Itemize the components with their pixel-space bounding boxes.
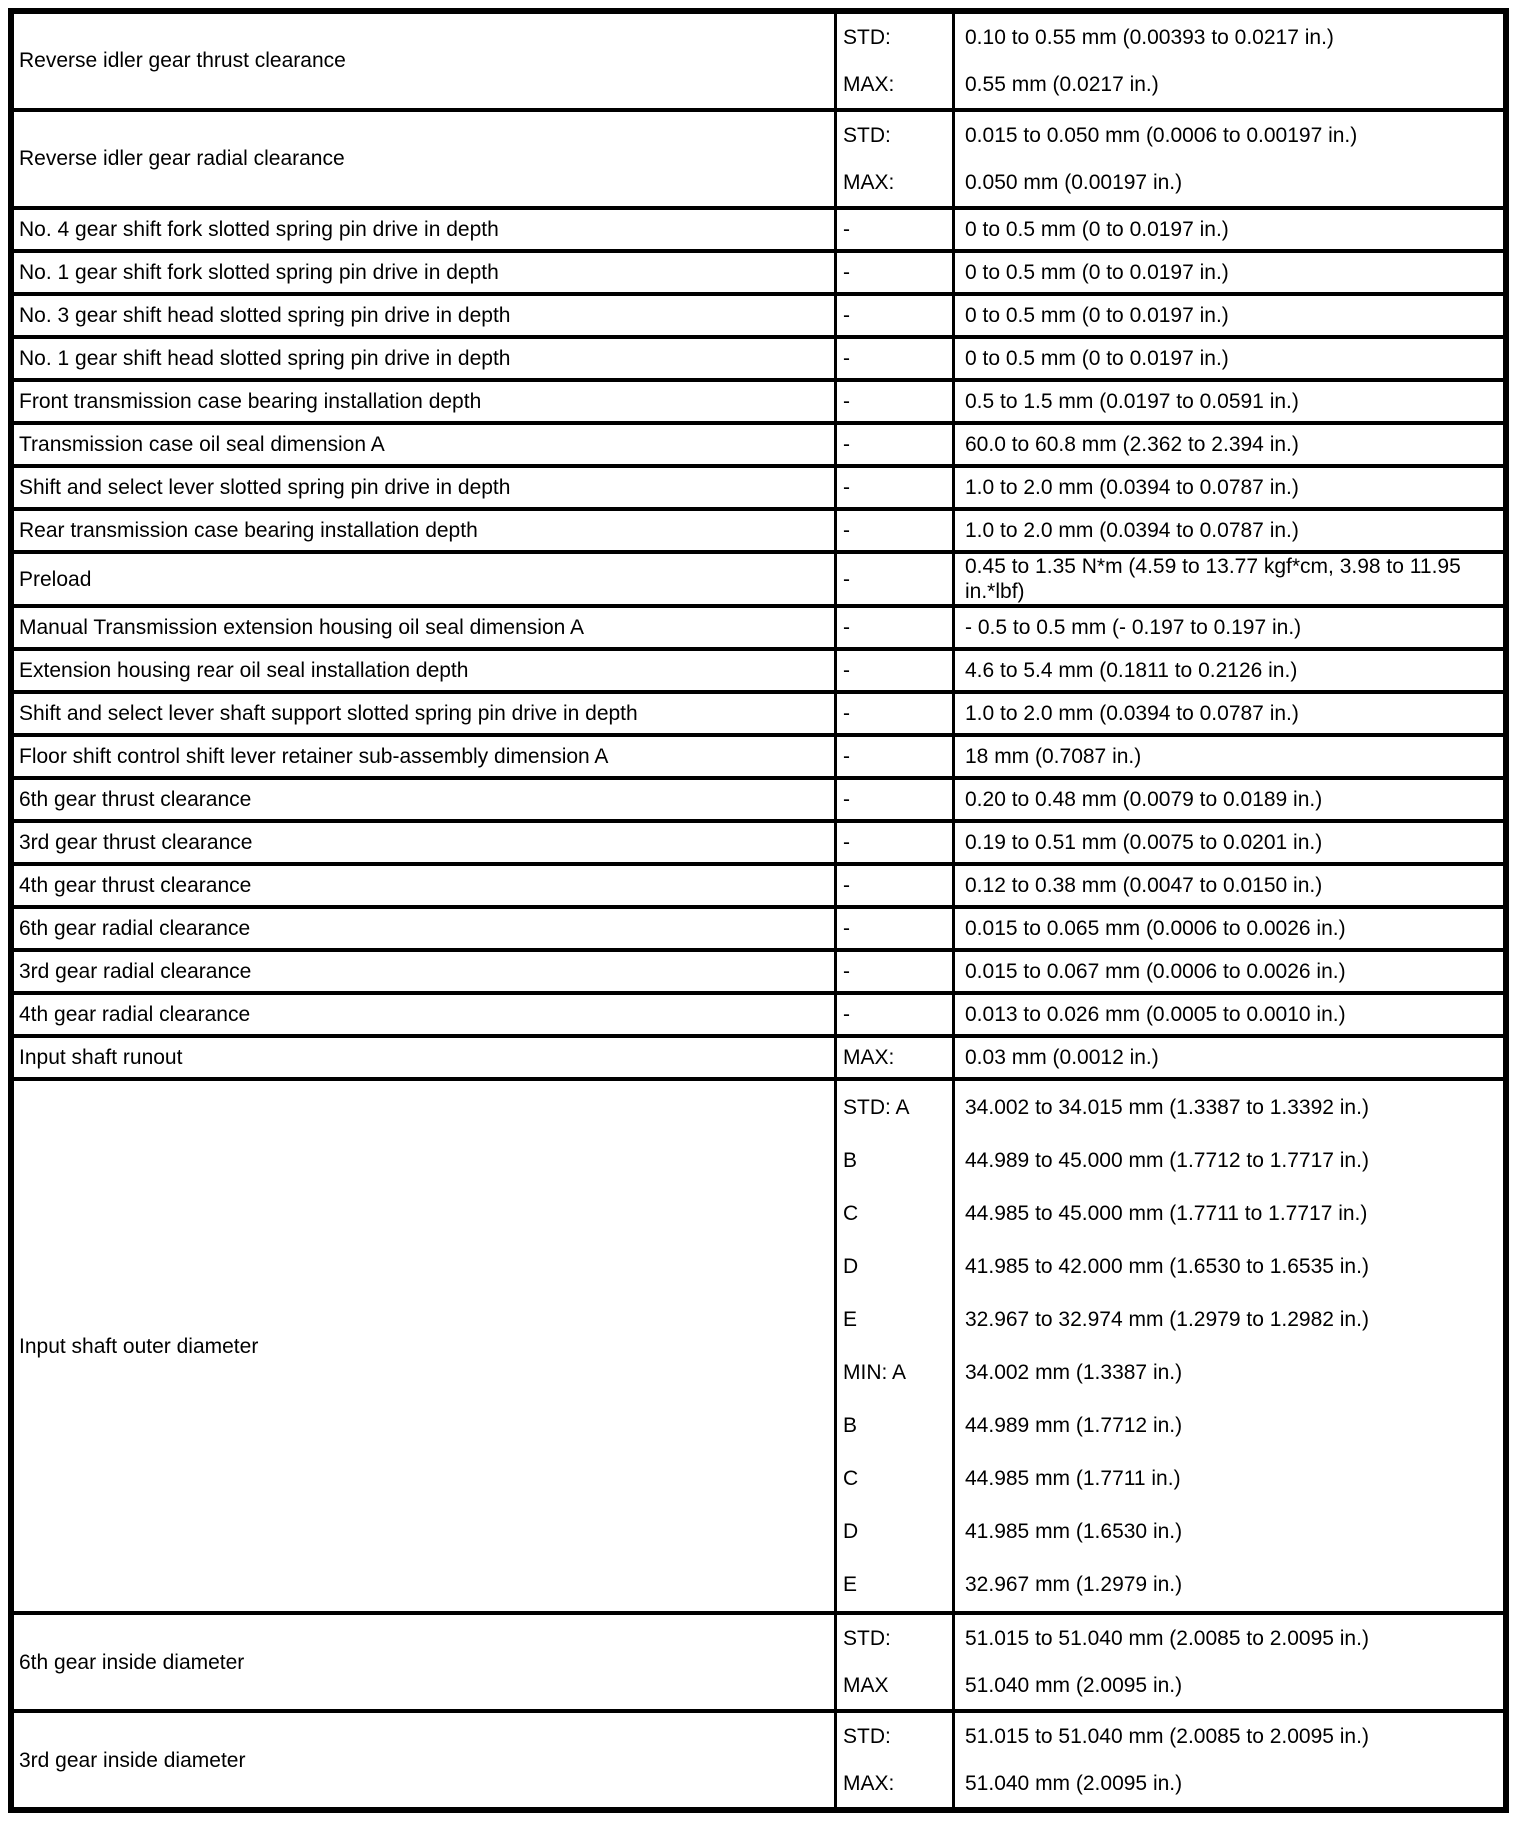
table-row bbox=[14, 335, 1503, 378]
spec-value-cell bbox=[952, 339, 1503, 378]
specifications-table bbox=[8, 8, 1509, 1813]
spec-condition-cell bbox=[834, 866, 952, 905]
spec-condition-label: - bbox=[843, 389, 850, 413]
spec-value-cell bbox=[952, 296, 1503, 335]
spec-value-text: 0 to 0.5 mm (0 to 0.0197 in.) bbox=[965, 260, 1229, 284]
table-row bbox=[14, 690, 1503, 733]
spec-value-cell bbox=[952, 608, 1503, 647]
spec-name-cell bbox=[14, 823, 834, 862]
spec-condition-label: D bbox=[843, 1520, 859, 1544]
spec-condition-label: - bbox=[843, 475, 850, 499]
spec-value-text: 0 to 0.5 mm (0 to 0.0197 in.) bbox=[965, 346, 1229, 370]
spec-name-cell bbox=[14, 737, 834, 776]
spec-condition-cell bbox=[834, 780, 952, 819]
spec-name-label: No. 1 gear shift head slotted spring pin drive in depth bbox=[19, 346, 511, 370]
spec-condition-label: - bbox=[843, 217, 850, 241]
spec-name-label: Front transmission case bearing installation depth bbox=[19, 389, 482, 413]
spec-name-label: Reverse idler gear radial clearance bbox=[19, 147, 345, 171]
spec-name-label: 3rd gear thrust clearance bbox=[19, 831, 253, 855]
spec-name-label: Manual Transmission extension housing oil seal dimension A bbox=[19, 616, 584, 640]
table-row bbox=[14, 249, 1503, 292]
spec-condition-label: - bbox=[843, 960, 850, 984]
spec-name-label: 4th gear radial clearance bbox=[19, 1003, 251, 1027]
spec-value-cell bbox=[952, 866, 1503, 905]
spec-value-cell bbox=[952, 995, 1503, 1034]
table-row bbox=[14, 733, 1503, 776]
spec-condition-label: STD: bbox=[843, 1627, 891, 1651]
spec-condition-label: MIN: A bbox=[843, 1361, 907, 1385]
spec-name-cell bbox=[14, 1038, 834, 1077]
spec-condition-label: - bbox=[843, 831, 850, 855]
spec-value-text: 0.55 mm (0.0217 in.) bbox=[965, 72, 1159, 96]
spec-condition-label: C bbox=[843, 1202, 859, 1226]
spec-condition-label: STD: bbox=[843, 25, 891, 49]
spec-value-text: 0.03 mm (0.0012 in.) bbox=[965, 1046, 1159, 1070]
spec-condition-label: STD: A bbox=[843, 1096, 910, 1120]
spec-condition-label: - bbox=[843, 917, 850, 941]
spec-value-text: 18 mm (0.7087 in.) bbox=[965, 745, 1142, 769]
spec-condition-label: STD: bbox=[843, 123, 891, 147]
table-row bbox=[14, 14, 1503, 108]
spec-condition-cell bbox=[834, 737, 952, 776]
spec-value-cell bbox=[952, 737, 1503, 776]
spec-value-text: 1.0 to 2.0 mm (0.0394 to 0.0787 in.) bbox=[965, 702, 1299, 726]
spec-name-label: 6th gear thrust clearance bbox=[19, 788, 252, 812]
spec-condition-label: - bbox=[843, 659, 850, 683]
spec-condition-cell bbox=[834, 995, 952, 1034]
spec-value-cell bbox=[952, 694, 1503, 733]
spec-condition-cell bbox=[834, 554, 952, 604]
spec-condition-label: E bbox=[843, 1308, 858, 1332]
spec-value-text: 0 to 0.5 mm (0 to 0.0197 in.) bbox=[965, 217, 1229, 241]
table-row bbox=[14, 647, 1503, 690]
spec-value-text: 41.985 to 42.000 mm (1.6530 to 1.6535 in.) bbox=[965, 1255, 1369, 1279]
spec-name-label: Input shaft outer diameter bbox=[19, 1334, 259, 1358]
spec-value-text: 4.6 to 5.4 mm (0.1811 to 0.2126 in.) bbox=[965, 659, 1298, 683]
spec-name-cell bbox=[14, 651, 834, 690]
spec-value-cell bbox=[952, 1081, 1503, 1611]
spec-value-text: 34.002 to 34.015 mm (1.3387 to 1.3392 in.) bbox=[965, 1096, 1369, 1120]
spec-value-text: 32.967 to 32.974 mm (1.2979 to 1.2982 in.) bbox=[965, 1308, 1369, 1332]
table-row bbox=[14, 108, 1503, 206]
spec-value-text: 32.967 mm (1.2979 in.) bbox=[965, 1573, 1183, 1597]
spec-condition-label: C bbox=[843, 1467, 859, 1491]
spec-value-cell bbox=[952, 112, 1503, 206]
spec-value-cell bbox=[952, 823, 1503, 862]
spec-name-cell bbox=[14, 909, 834, 948]
spec-condition-label: MAX bbox=[843, 1674, 889, 1698]
spec-condition-label: - bbox=[843, 567, 850, 591]
spec-value-text: 0.19 to 0.51 mm (0.0075 to 0.0201 in.) bbox=[965, 831, 1323, 855]
spec-value-cell bbox=[952, 1615, 1503, 1709]
spec-condition-label: B bbox=[843, 1414, 858, 1438]
spec-condition-label: - bbox=[843, 432, 850, 456]
spec-name-label: Shift and select lever shaft support slotted spring pin drive in depth bbox=[19, 702, 638, 726]
spec-name-cell bbox=[14, 608, 834, 647]
spec-value-cell bbox=[952, 14, 1503, 108]
spec-value-text: 1.0 to 2.0 mm (0.0394 to 0.0787 in.) bbox=[965, 518, 1299, 542]
spec-condition-label: - bbox=[843, 745, 850, 769]
spec-condition-label: MAX: bbox=[843, 170, 895, 194]
spec-value-cell bbox=[952, 425, 1503, 464]
spec-value-text: 44.985 mm (1.7711 in.) bbox=[965, 1467, 1181, 1491]
spec-name-label: Shift and select lever slotted spring pin drive in depth bbox=[19, 475, 511, 499]
table-row bbox=[14, 604, 1503, 647]
spec-name-label: 3rd gear radial clearance bbox=[19, 960, 252, 984]
table-row bbox=[14, 1077, 1503, 1611]
table-row bbox=[14, 507, 1503, 550]
spec-value-text: 0.013 to 0.026 mm (0.0005 to 0.0010 in.) bbox=[965, 1003, 1346, 1027]
spec-value-cell bbox=[952, 1038, 1503, 1077]
spec-value-text: 0.015 to 0.067 mm (0.0006 to 0.0026 in.) bbox=[965, 960, 1346, 984]
table-row bbox=[14, 905, 1503, 948]
spec-value-text: 44.985 to 45.000 mm (1.7711 to 1.7717 in.) bbox=[965, 1202, 1368, 1226]
spec-condition-cell bbox=[834, 112, 952, 206]
spec-name-label: Reverse idler gear thrust clearance bbox=[19, 49, 346, 73]
spec-name-label: Preload bbox=[19, 567, 92, 591]
spec-name-cell bbox=[14, 554, 834, 604]
table-row bbox=[14, 1034, 1503, 1077]
spec-condition-label: MAX: bbox=[843, 1772, 895, 1796]
spec-value-text: 44.989 to 45.000 mm (1.7712 to 1.7717 in.) bbox=[965, 1149, 1369, 1173]
spec-name-cell bbox=[14, 112, 834, 206]
table-row bbox=[14, 550, 1503, 604]
spec-value-text: 51.015 to 51.040 mm (2.0085 to 2.0095 in.) bbox=[965, 1725, 1369, 1749]
spec-value-cell bbox=[952, 554, 1503, 604]
spec-condition-cell bbox=[834, 1713, 952, 1807]
table-row bbox=[14, 206, 1503, 249]
spec-name-label: Input shaft runout bbox=[19, 1046, 183, 1070]
spec-condition-label: - bbox=[843, 702, 850, 726]
spec-name-label: 6th gear inside diameter bbox=[19, 1650, 245, 1674]
table-row bbox=[14, 776, 1503, 819]
spec-value-text: 44.989 mm (1.7712 in.) bbox=[965, 1414, 1183, 1438]
spec-value-text: 60.0 to 60.8 mm (2.362 to 2.394 in.) bbox=[965, 432, 1299, 456]
spec-name-label: Extension housing rear oil seal installation depth bbox=[19, 659, 469, 683]
spec-value-cell bbox=[952, 468, 1503, 507]
spec-condition-label: E bbox=[843, 1573, 858, 1597]
table-row bbox=[14, 1611, 1503, 1709]
spec-name-cell bbox=[14, 468, 834, 507]
spec-condition-label: - bbox=[843, 518, 850, 542]
table-row bbox=[14, 948, 1503, 991]
spec-name-label: No. 4 gear shift fork slotted spring pin drive in depth bbox=[19, 217, 499, 241]
spec-value-cell bbox=[952, 651, 1503, 690]
spec-condition-label: - bbox=[843, 616, 850, 640]
spec-condition-label: STD: bbox=[843, 1725, 891, 1749]
spec-condition-cell bbox=[834, 468, 952, 507]
table-row bbox=[14, 292, 1503, 335]
spec-condition-label: B bbox=[843, 1149, 858, 1173]
spec-value-cell bbox=[952, 210, 1503, 249]
spec-condition-cell bbox=[834, 1081, 952, 1611]
spec-condition-cell bbox=[834, 1038, 952, 1077]
spec-value-cell bbox=[952, 511, 1503, 550]
spec-value-text: 0.015 to 0.050 mm (0.0006 to 0.00197 in.) bbox=[965, 123, 1358, 147]
spec-condition-cell bbox=[834, 694, 952, 733]
spec-name-cell bbox=[14, 1081, 834, 1611]
spec-name-cell bbox=[14, 14, 834, 108]
spec-name-label: 4th gear thrust clearance bbox=[19, 874, 252, 898]
spec-value-text: 51.040 mm (2.0095 in.) bbox=[965, 1674, 1183, 1698]
spec-value-cell bbox=[952, 952, 1503, 991]
spec-name-label: Rear transmission case bearing installation depth bbox=[19, 518, 478, 542]
table-row bbox=[14, 464, 1503, 507]
spec-name-label: 6th gear radial clearance bbox=[19, 917, 251, 941]
spec-name-label: No. 3 gear shift head slotted spring pin drive in depth bbox=[19, 303, 511, 327]
spec-name-cell bbox=[14, 780, 834, 819]
spec-value-text: 0.12 to 0.38 mm (0.0047 to 0.0150 in.) bbox=[965, 874, 1323, 898]
table-row bbox=[14, 1709, 1503, 1807]
spec-name-label: 3rd gear inside diameter bbox=[19, 1748, 246, 1772]
spec-condition-cell bbox=[834, 952, 952, 991]
spec-name-cell bbox=[14, 1713, 834, 1807]
spec-value-text: 0.015 to 0.065 mm (0.0006 to 0.0026 in.) bbox=[965, 917, 1346, 941]
spec-value-cell bbox=[952, 909, 1503, 948]
spec-name-cell bbox=[14, 694, 834, 733]
spec-name-label: Floor shift control shift lever retainer sub-assembly dimension A bbox=[19, 745, 609, 769]
spec-condition-cell bbox=[834, 253, 952, 292]
spec-value-text: 0.5 to 1.5 mm (0.0197 to 0.0591 in.) bbox=[965, 389, 1299, 413]
spec-name-cell bbox=[14, 210, 834, 249]
spec-name-label: Transmission case oil seal dimension A bbox=[19, 432, 385, 456]
spec-value-text: 0.45 to 1.35 N*m (4.59 to 13.77 kgf*cm, 3.98 to 11.95 in.*lbf) bbox=[965, 555, 1461, 604]
table-row bbox=[14, 378, 1503, 421]
spec-name-cell bbox=[14, 339, 834, 378]
table-row bbox=[14, 819, 1503, 862]
spec-condition-cell bbox=[834, 823, 952, 862]
spec-condition-label: - bbox=[843, 346, 850, 370]
spec-name-cell bbox=[14, 866, 834, 905]
table-row bbox=[14, 862, 1503, 905]
spec-condition-label: - bbox=[843, 303, 850, 327]
spec-name-cell bbox=[14, 1615, 834, 1709]
spec-condition-label: - bbox=[843, 1003, 850, 1027]
spec-name-cell bbox=[14, 425, 834, 464]
table-row bbox=[14, 991, 1503, 1034]
spec-condition-label: MAX: bbox=[843, 72, 895, 96]
spec-value-text: 0.10 to 0.55 mm (0.00393 to 0.0217 in.) bbox=[965, 25, 1334, 49]
spec-name-cell bbox=[14, 511, 834, 550]
spec-value-text: 1.0 to 2.0 mm (0.0394 to 0.0787 in.) bbox=[965, 475, 1299, 499]
spec-condition-cell bbox=[834, 382, 952, 421]
spec-name-cell bbox=[14, 952, 834, 991]
spec-value-text: - 0.5 to 0.5 mm (- 0.197 to 0.197 in.) bbox=[965, 616, 1302, 640]
spec-condition-cell bbox=[834, 1615, 952, 1709]
spec-condition-cell bbox=[834, 339, 952, 378]
spec-name-cell bbox=[14, 382, 834, 421]
spec-condition-label: - bbox=[843, 788, 850, 812]
spec-value-text: 51.015 to 51.040 mm (2.0085 to 2.0095 in.) bbox=[965, 1627, 1369, 1651]
table-row bbox=[14, 421, 1503, 464]
spec-condition-label: D bbox=[843, 1255, 859, 1279]
spec-condition-label: - bbox=[843, 260, 850, 284]
spec-condition-cell bbox=[834, 651, 952, 690]
spec-value-text: 0.050 mm (0.00197 in.) bbox=[965, 170, 1183, 194]
spec-condition-cell bbox=[834, 511, 952, 550]
spec-condition-label: - bbox=[843, 874, 850, 898]
spec-value-cell bbox=[952, 382, 1503, 421]
spec-condition-label: MAX: bbox=[843, 1046, 895, 1070]
spec-value-text: 0.20 to 0.48 mm (0.0079 to 0.0189 in.) bbox=[965, 788, 1323, 812]
spec-condition-cell bbox=[834, 909, 952, 948]
spec-condition-cell bbox=[834, 14, 952, 108]
spec-value-text: 51.040 mm (2.0095 in.) bbox=[965, 1772, 1183, 1796]
spec-value-cell bbox=[952, 253, 1503, 292]
spec-value-text: 34.002 mm (1.3387 in.) bbox=[965, 1361, 1183, 1385]
spec-value-cell bbox=[952, 780, 1503, 819]
spec-condition-cell bbox=[834, 608, 952, 647]
spec-condition-cell bbox=[834, 296, 952, 335]
spec-value-text: 0 to 0.5 mm (0 to 0.0197 in.) bbox=[965, 303, 1229, 327]
spec-value-text: 41.985 mm (1.6530 in.) bbox=[965, 1520, 1183, 1544]
spec-value-cell bbox=[952, 1713, 1503, 1807]
spec-name-cell bbox=[14, 995, 834, 1034]
spec-condition-cell bbox=[834, 210, 952, 249]
spec-name-cell bbox=[14, 296, 834, 335]
spec-condition-cell bbox=[834, 425, 952, 464]
spec-name-cell bbox=[14, 253, 834, 292]
spec-name-label: No. 1 gear shift fork slotted spring pin drive in depth bbox=[19, 260, 499, 284]
